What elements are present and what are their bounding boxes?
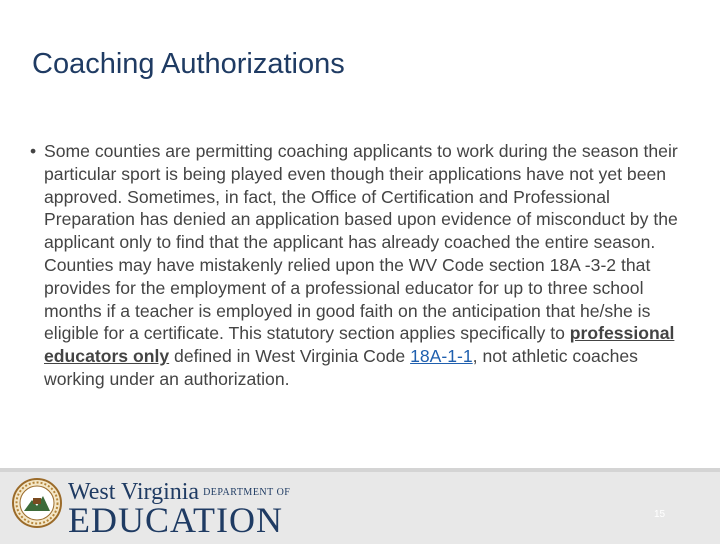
emphasis-text: professional educators only: [44, 323, 675, 367]
bullet-text-part1: Some counties are permitting coaching applicants to work during the season their particular sport is being played even though their applications have not yet been approved. Sometimes, in fact, the Office of Certification and Professional Preparation has denied an application based upon evidence of misconduct by the applicant only to find that the applicant has already coached the entire season. Counties may have mistakenly relied upon the WV Code section 18A -3-2 that provides for the employment of a professional educator for up to three school months if a teacher is employed in good faith on the anticipation that he/she is eligible for a certificate. This statutory section applies specifically to: [44, 141, 678, 344]
logo-state-name: West Virginia: [68, 479, 200, 505]
logo-education: EDUCATION: [68, 500, 283, 540]
bullet-text-part3: , not athletic coaches working under an authorization.: [44, 346, 638, 389]
page-number: 15: [654, 509, 666, 520]
bullet-text-part2: defined in West Virginia Code: [169, 346, 411, 367]
wv-state-seal-icon: [12, 478, 62, 528]
bullet-text: [44, 140, 690, 391]
slide-title: Coaching Authorizations: [32, 48, 345, 80]
bullet-item: [30, 140, 690, 391]
bullet-marker: •: [30, 141, 37, 161]
code-link[interactable]: 18A-1-1: [410, 346, 473, 367]
logo-department-label: DEPARTMENT OF: [203, 487, 291, 499]
